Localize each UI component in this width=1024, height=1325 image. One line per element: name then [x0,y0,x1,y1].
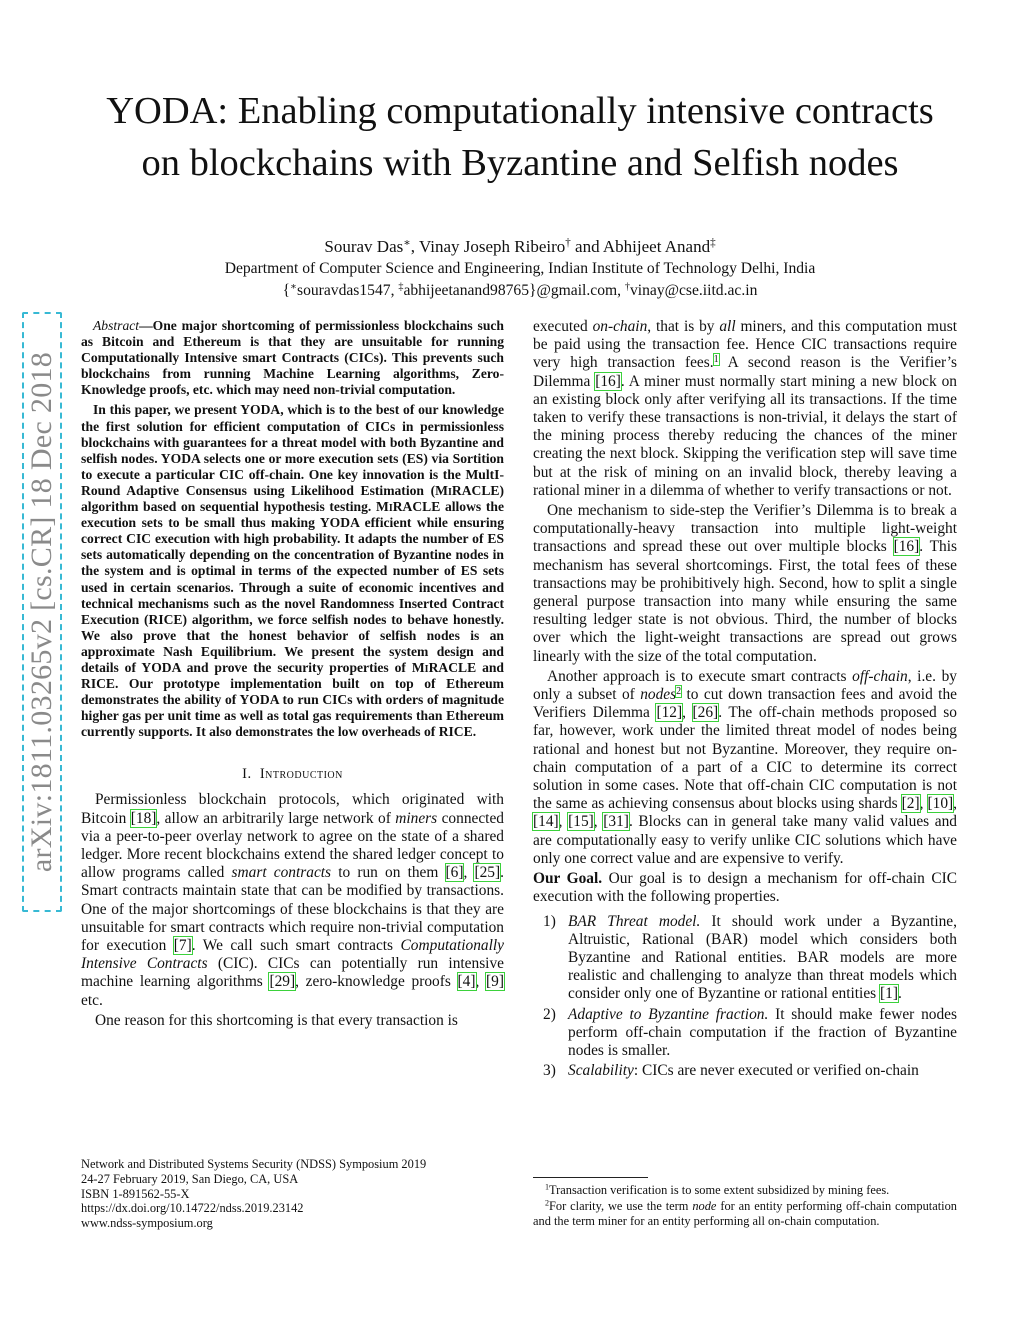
abstract-paragraph-2 [81,402,504,740]
right-paragraph-3 [533,668,957,868]
intro-paragraph-2: One reason for this shortcoming is that every transaction is [95,1011,458,1029]
text: to run on them [331,864,446,882]
text: , [463,864,475,882]
text: . We call such smart contracts [191,937,401,955]
text: Our goal is to design a mechanism for off-chain CIC execution with the following properties. [533,870,957,906]
citation-link[interactable]: [9] [486,973,504,991]
text: , [682,704,693,722]
introduction-body [81,791,504,1030]
email-mark-2: ‡ [398,281,404,293]
affiliation: Department of Computer Science and Engineering, Indian Institute of Technology Delhi, India [224,260,816,277]
text: (CIC). CICs can potentially run intensive machine learning algorithms [81,955,504,991]
citation-link[interactable]: [4] [457,973,476,991]
citation-link[interactable]: [6] [445,864,464,882]
miracle-term-1: MiRACLE [435,482,500,498]
goal-properties-list [533,913,957,1081]
author-2-mark: † [565,236,571,249]
text: , i.e. by only a subset of [533,667,957,704]
author-2: , Vinay Joseph Ribeiro [410,237,566,256]
text: , [593,813,604,831]
footnote-divider [533,1177,648,1178]
footnote-1 [533,1183,957,1198]
text: . The off-chain methods proposed so far, however, work under the limited threat model of nodes being rational and honest but not Byzantine. Moreover, they require on-chain computation of a part of a CIC to determine its correct solution in some cases. Note that off-chain CIC computation is not the same as achieving consensus about blocks using shards [533,704,957,813]
our-goal-paragraph [533,870,957,906]
list-item-title: BAR Threat model. [568,912,701,930]
author-1: Sourav Das [324,237,404,256]
text: etc. [81,991,103,1009]
our-goal-label: Our Goal. [533,870,603,888]
text: It should work under a Byzantine, Altruistic, Rational (BAR) model which considers both Byzantine and Rational entities. BAR models are more realistic and challenging to analyze than threat models which consider only one of Byzantine or rational entities [568,912,957,1003]
text: , [953,795,958,813]
section-number: I. [242,766,252,783]
text: , allow an arbitrarily large network of [156,809,396,827]
emphasis: smart contracts [231,864,332,882]
paper-title [60,86,980,190]
footnote-mark: 1 [545,1182,550,1192]
venue-line: Network and Distributed Systems Security (NDSS) Symposium 2019 [81,1157,427,1171]
text: . Smart contracts maintain state that can be modified by transactions. One of the major shortcomings of these blockchains is that they are unsuitable for smart contracts which require non-trivial computation for execution [81,864,504,955]
text: : CICs are never executed or verified on-chain [633,1062,919,1080]
title-line-2: on blockchains with Byzantine and Selfish nodes [141,141,899,184]
emphasis: node [692,1198,717,1213]
arxiv-stamp[interactable] [22,312,62,912]
section-heading-introduction [81,766,504,783]
emphasis: on-chain [592,318,648,335]
abstract-p1-text: —One major shortcoming of permissionless blockchains such as Bitcoin and Ethereum is that they are unsuitable for running Computationally Intensive smart Contracts (CICs). This prevents such blockchains from running Machine Learning algorithms, Zero-Knowledge proofs, etc. which may need non-trivial computation. [81,318,504,398]
author-1-mark: ∗ [403,236,411,249]
text: Transaction verification is to some extent subsidized by mining fees. [549,1183,890,1197]
email-domain: }@gmail.com, [529,282,625,299]
email-mark-1: ∗ [290,281,298,293]
abstract [81,318,504,740]
text: Permissionless blockchain protocols, which originated with Bitcoin [81,791,504,827]
footnote-2 [533,1199,957,1229]
miracle-term-3: MiRACLE [411,659,477,675]
text: executed [533,318,593,335]
text: connected via a peer-to-peer overlay network to agree on the state of a shared ledger. More recent blockchains extend the shared ledger concept to allow programs called [81,809,504,882]
email-2: abhijeetanand98765 [403,282,530,299]
emphasis: miners [395,809,438,827]
text: One mechanism to side-step the Verifier’s Dilemma is to break a computationally-heavy transaction into multiple light-weight transactions and spread these out over multiple blocks [533,502,957,556]
citation-link[interactable]: [14] [533,813,559,831]
intro-paragraph-1 [81,791,504,1009]
emphasis: all [719,318,736,335]
abstract-label: Abstract [93,318,140,333]
email-1: souravdas1547, [297,282,399,299]
text: Another approach is to execute smart contracts [547,667,853,685]
email-3: vinay@cse.iitd.ac.in [629,282,758,299]
text: It should make fewer nodes perform off-chain computation if the fraction of Byzantine nodes is smaller. [568,1005,957,1059]
text: . [897,985,902,1003]
venue-line: 24-27 February 2019, San Diego, CA, USA [81,1171,299,1186]
text: , [475,973,487,991]
text: , zero-knowledge proofs [295,973,458,991]
citation-link[interactable]: [25] [474,864,501,882]
author-list [80,237,960,257]
list-number: 1) [543,912,556,930]
text: for an entity performing off-chain computation and the term miner for an entity performing all on-chain computation. [533,1198,957,1228]
right-column [533,318,957,1082]
list-item-title: Scalability [568,1062,634,1080]
abstract-p2-s4: and RICE. Our prototype implementation built on top of Ethereum demonstrates the ability of YODA to run CICs with orders of magnitude higher gas per unit time as well as total gas requirements than Ethereum currently supports. It also demonstrates the low overheads of RICE. [81,659,504,740]
text: . This mechanism has several shortcomings. First, the total fees of these transactions may be prohibitively high. Second, how to split a single general purpose transaction into many while ensuring the same resulting ledger state is not obvious. Third, the number of blocks over which the light-weight transactions are spread out grows linearly with the size of the total computation. [533,538,957,665]
right-paragraph-1 [533,318,957,500]
email-mark-3: † [624,281,630,293]
text: to cut down transaction fees and avoid the Verifiers Dilemma [533,686,957,722]
author-3: and Abhijeet Anand [570,237,711,256]
abstract-p2-s1: In this paper, we present YODA, which is to the best of our knowledge the first solution for efficient computation of CICs in permissionless blockchains with guarantees for a threat model with both Byzantine and selfish nodes. YODA selects one or more execution sets (ES) via Sortition to execute a particular CIC off-chain. One key innovation is the MultI-Round Adaptive Consensus using Likelihood Estimation ( [81,402,504,498]
left-column [81,318,504,1032]
venue-doi-link[interactable]: https://dx.doi.org/10.14722/ndss.2019.23142 [81,1201,304,1216]
footnote-mark: 2 [545,1198,550,1208]
text: , [919,795,928,813]
list-number: 2) [543,1005,556,1023]
emphasis: Computationally Intensive Contracts [81,937,505,973]
list-item [533,1006,957,1061]
citation-link[interactable]: [18] [130,809,157,827]
title-line-1: YODA: Enabling computationally intensive contracts [106,90,934,132]
citation-link[interactable]: [29] [269,973,296,991]
citation-link[interactable]: [1] [880,985,898,1003]
citation-link[interactable]: [16] [595,372,621,390]
section-title: Introduction [259,766,343,783]
emphasis: nodes [640,686,677,704]
email-brace-open: { [282,282,291,299]
text: . A miner must normally start mining a new block on an existing block only after verifying all its transactions. If the time taken to verify these transactions is non-trivial, it delays the start of the mining process thereby reducing the chances of the miner creating the next block. Skipping the verification step will save time but at the risk of mining on an invalid block, thereby leaving a rational miner in a dilemma of whether to verify transactions or not. [533,372,957,499]
citation-link[interactable]: [15] [568,813,594,831]
footnote-link-2[interactable]: 2 [676,685,682,697]
list-item [533,913,957,1004]
right-paragraph-2 [533,502,957,666]
text: A second reason is the Verifier’s Dilemma [533,354,957,390]
emphasis: off-chain [852,667,908,685]
abstract-p2-s2: ) algorithm based on sequential hypothesis testing. [81,482,504,515]
author-emails [60,282,980,300]
citation-link[interactable]: [16] [893,538,920,556]
venue-website-link[interactable]: www.ndss-symposium.org [81,1216,213,1231]
citation-link[interactable]: [26] [692,704,719,722]
text: , that is by [647,318,720,335]
author-3-mark: ‡ [710,236,716,249]
venue-line: ISBN 1-891562-55-X [81,1186,190,1201]
text: For clarity, we use the term [549,1198,693,1213]
venue-info [81,1157,504,1231]
footnotes [533,1183,957,1229]
list-number: 3) [543,1062,556,1080]
citation-link[interactable]: [10] [927,795,954,813]
arxiv-stamp-text: arXiv:1811.03265v2 [cs.CR] 18 Dec 2018 [25,351,58,873]
citation-link[interactable]: [31] [603,813,629,831]
list-item-title: Adaptive to Byzantine fraction. [568,1005,769,1023]
list-item [533,1062,957,1080]
text: miners, and this computation must be paid using the transaction fee. Hence CIC transactions require very high transaction fees. [533,318,957,372]
miracle-term-2: MiRACLE [375,499,441,515]
abstract-paragraph-1 [81,318,504,398]
abstract-p2-s3: allows the execution sets to be small thus making YODA efficient while ensuring correct CIC execution with high probability. It adapts the number of ES sets automatically depending on the concentration of Byzantine nodes in the system and is optimal in terms of the expected number of ES sets used in certain scenarios. Through a suite of economic incentives and technical mechanisms such as the novel Randomness Inserted Contract Execution (RICE) algorithm, we force selfish nodes to behave honestly. We also prove that the honest behavior of selfish nodes is an approximate Nash Equilibrium. We present the system design and details of YODA and prove the security properties of [81,499,504,675]
text: . Blocks can in general take many valid values and are computationally easy to verify unlike CIC solutions which have only one correct value and are expensive to verify. [533,813,957,867]
footnote-link-1[interactable]: 1 [713,353,719,365]
citation-link[interactable]: [12] [656,704,683,722]
citation-link[interactable]: [2] [901,795,920,813]
citation-link[interactable]: [7] [173,937,192,955]
text: , [558,813,569,831]
